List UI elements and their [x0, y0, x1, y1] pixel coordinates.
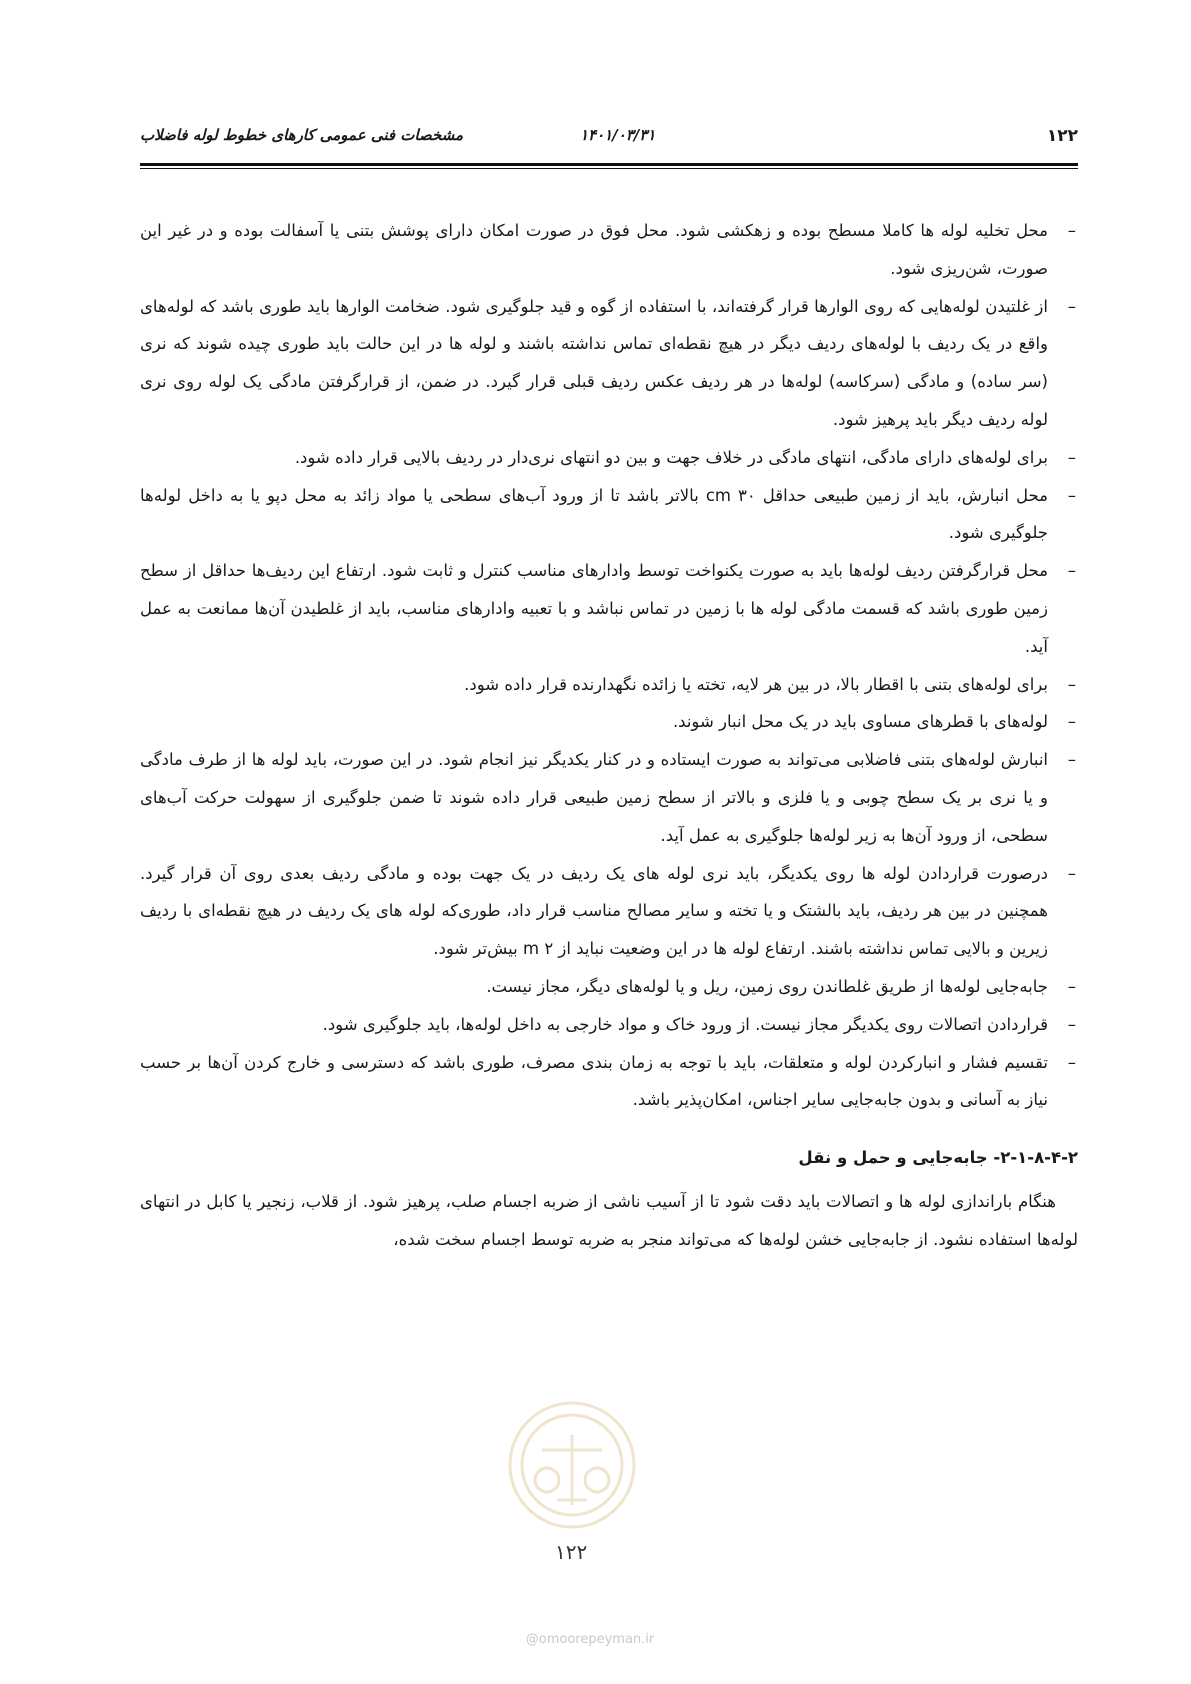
- list-item: [140, 439, 1078, 477]
- dash-marker: –: [1067, 863, 1076, 883]
- list-item-text: برای لوله‌های دارای مادگی، انتهای مادگی در خلاف جهت و بین دو انتهای نری‌دار در ردیف بالایی قرار داده شود.: [294, 447, 1048, 467]
- header-rule: [140, 163, 1078, 169]
- dash-marker: –: [1067, 447, 1076, 467]
- dash-marker: –: [1067, 976, 1076, 996]
- list-item-text: محل تخلیه لوله ها کاملا مسطح بوده و زهکشی شود. محل فوق در صورت امکان دارای پوشش بتنی یا آسفالت بوده و در غیر این صورت، شن‌ریزی شود.: [140, 221, 1048, 278]
- dash-marker: –: [1067, 221, 1076, 240]
- list-item: [140, 968, 1078, 1006]
- bullet-list: [140, 212, 1078, 1119]
- dash-marker: –: [1067, 750, 1076, 770]
- header-title: مشخصات فنی عمومی کارهای خطوط لوله فاضلاب: [140, 126, 464, 144]
- list-item-text: برای لوله‌های بتنی با اقطار بالا، در بین هر لایه، تخته یا زائده نگهدارنده قرار داده شود.: [464, 674, 1048, 694]
- list-item-text: جابه‌جایی لوله‌ها از طریق غلطاندن روی زمین، ریل و یا لوله‌های دیگر، مجاز نیست.: [486, 976, 1048, 996]
- dash-marker: –: [1067, 1052, 1076, 1072]
- list-item-text: لوله‌های با قطرهای مساوی باید در یک محل انبار شوند.: [672, 712, 1048, 732]
- list-item: [140, 552, 1078, 665]
- list-item-text: محل انبارش، باید از زمین طبیعی حداقل ۳۰ cm بالاتر باشد تا از ورود آب‌های سطحی یا مواد زائد به محل دپو یا به داخل لوله‌ها جلوگیری شود.: [140, 485, 1049, 543]
- list-item: [140, 703, 1078, 741]
- dash-marker: –: [1067, 485, 1076, 505]
- list-item-text: محل قرارگرفتن ردیف لوله‌ها باید به صورت یکنواخت توسط وادارهای مناسب کنترل و ثابت شود. ارتفاع این ردیف‌ها حداقل از سطح زمین طوری باشد که قسمت مادگی لوله ها با زمین در تماس نباشد و با تعبیه وادارهای مناسب، باید از غلطیدن آن‌ها ممانعت به عمل آید.: [140, 561, 1048, 656]
- list-item-text: تقسیم فشار و انبارکردن لوله و متعلقات، باید با توجه به زمان بندی مصرف، طوری باشد که دسترسی و خارج کردن آن‌ها بر حسب نیاز به آسانی و بدون جابه‌جایی سایر اجناس، امکان‌پذیر باشد.: [140, 1052, 1048, 1110]
- header-page-number: ۱۲۲: [1046, 126, 1078, 146]
- dash-marker: –: [1067, 296, 1076, 316]
- section-heading: ۲-۱-۸-۴-۲- جابه‌جایی و حمل و نقل: [798, 1148, 1078, 1168]
- dash-marker: –: [1067, 712, 1076, 732]
- header-date: ۱۴۰۱/۰۳/۳۱: [580, 126, 656, 144]
- website-watermark: @omoorepeyman.ir: [525, 1632, 655, 1647]
- list-item: [140, 741, 1078, 854]
- list-item: [140, 477, 1078, 553]
- list-item-text: انبارش لوله‌های بتنی فاضلابی می‌تواند به صورت ایستاده و در کنار یکدیگر نیز انجام شود. در این صورت، باید لوله ها از طرف مادگی و یا نری بر یک سطح چوبی و یا فلزی و بالاتر از سطح زمین طبیعی قرار داده شوند تا ضمن جلوگیری از سهولت حرکت آب‌های سطحی، از ورود آن‌ها به زیر لوله‌ها جلوگیری به عمل آید.: [140, 750, 1048, 845]
- page-body: [140, 212, 1078, 1259]
- list-item-text: درصورت قراردادن لوله ها روی یکدیگر، باید نری لوله های یک ردیف در یک جهت بوده و مادگی ردیف بعدی روی آن قرار گیرد. همچنین در بین هر ردیف، باید بالشتک و یا تخته و سایر مصالح مناسب قرار داد، طوری‌که لوله های یک ردیف در هیچ نقطه‌ای با ردیف زیرین و بالایی تماس نداشته باشند. ارتفاع لوله ها در این وضعیت نباید از ۲ m بیش‌تر شود.: [140, 863, 1048, 959]
- list-item: [140, 1044, 1078, 1120]
- list-item: [140, 666, 1078, 704]
- seal-logo-icon: [502, 1395, 642, 1535]
- dash-marker: –: [1067, 1014, 1076, 1034]
- page-header: [140, 126, 1078, 156]
- list-item: [140, 1006, 1078, 1044]
- list-item-text: قراردادن اتصالات روی یکدیگر مجاز نیست. از ورود خاک و مواد خارجی به داخل لوله‌ها، باید جلوگیری شود.: [322, 1014, 1048, 1034]
- list-item: [140, 212, 1078, 288]
- dash-marker: –: [1067, 674, 1076, 694]
- dash-marker: –: [1067, 561, 1076, 581]
- list-item: [140, 288, 1078, 439]
- list-item-text: از غلتیدن لوله‌هایی که روی الوارها قرار گرفته‌اند، با استفاده از گوه و قید جلوگیری شود. ضخامت الوارها باید طوری باشد که لوله‌های واقع در یک ردیف با لوله‌های ردیف دیگر در هیچ نقطه‌ای تماس نداشته باشند و لوله ها در این حالت باید طوری چیده شوند که نری (سر ساده) و مادگی (سرکاسه) لوله‌ها در هر ردیف عکس ردیف قبلی قرار گیرد. در ضمن، از قرارگرفتن مادگی یک لوله روی نری لوله ردیف دیگر باید پرهیز شود.: [140, 296, 1048, 429]
- section-paragraph: هنگام باراندازی لوله ها و اتصالات باید دقت شود تا از آسیب ناشی از ضربه اجسام صلب، پرهیز شود. از قلاب، زنجیر یا کابل در انتهای لوله‌ها استفاده نشود. از جابه‌جایی خشن لوله‌ها که می‌تواند منجر به ضربه توسط اجسام سخت شده،: [140, 1192, 1078, 1249]
- footer-page-number: ۱۲۲: [555, 1540, 588, 1564]
- list-item: [140, 855, 1078, 968]
